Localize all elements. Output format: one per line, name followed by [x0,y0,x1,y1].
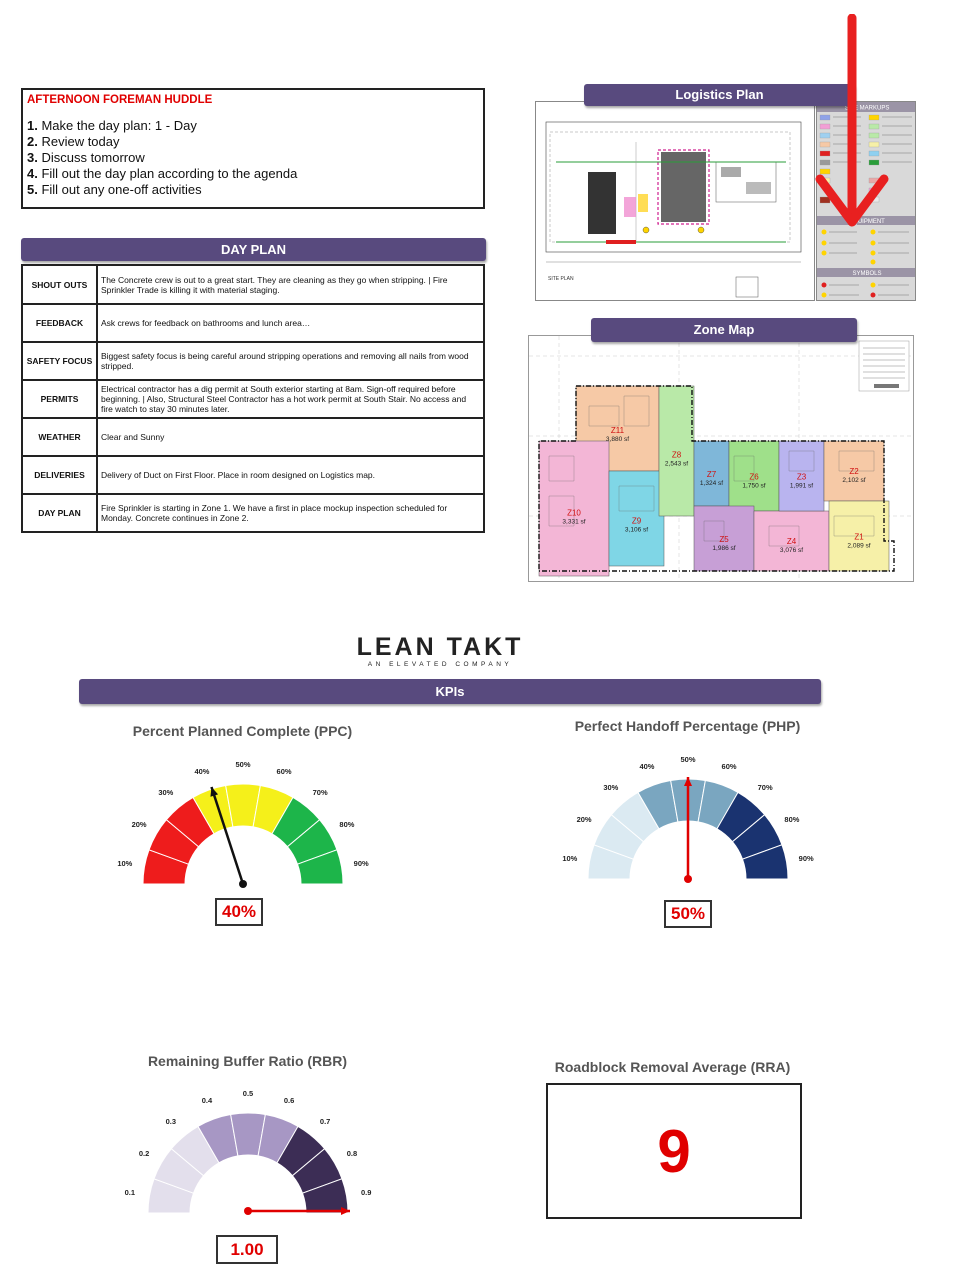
zone-label: Z5 [719,534,729,544]
rbr-value: 1.00 [216,1235,278,1264]
ppc-gauge [88,742,398,902]
huddle-item: 3. Discuss tomorrow [27,150,145,165]
gauge-tick-label: 0.9 [360,1188,372,1198]
gauge-tick-label: 20% [131,820,147,829]
zone-label: Z2 [849,467,859,476]
huddle-item: 2. Review today [27,134,120,149]
gauge-tick-label: 0.2 [138,1149,150,1158]
rra-value: 9 [657,1117,691,1185]
zone-area-label: 1,750 sf [742,482,766,490]
gauge-tick-label: 80% [339,820,355,829]
table-row [22,418,484,456]
row-label: DAY PLAN [22,494,97,532]
table-row [22,456,484,494]
zone-area-label: 2,089 sf [847,542,871,550]
down-arrow-icon [812,14,892,234]
gauge-pivot [684,875,692,883]
row-label: SAFETY FOCUS [22,342,97,380]
ppc-title: Percent Planned Complete (PPC) [132,723,353,739]
logo-name: LEAN TAKT [356,633,524,661]
row-text: Biggest safety focus is being careful around stripping operations and removing all nails from wood stripped. [97,342,484,380]
lean-takt-logo [350,633,530,673]
row-label: PERMITS [22,380,97,418]
zone-label: Z7 [706,469,717,479]
gauge-tick-label: 10% [117,859,133,869]
php-value: 50% [664,900,712,928]
zone-area-label: 3,106 sf [624,526,649,534]
row-text: The Concrete crew is out to a great start. They are cleaning as they go when stripping. | Fire Sprinkler Trade is killing it with material staging. [97,265,484,304]
zone-area-label: 1,991 sf [789,482,814,490]
day-plan-table [21,264,485,533]
zone-area-label: 2,543 sf [664,460,689,468]
gauge-tick-label: 60% [276,767,292,777]
row-label: DELIVERIES [22,456,97,494]
row-label: FEEDBACK [22,304,97,342]
gauge-pivot [244,1207,252,1215]
zone-label: Z4 [786,537,797,546]
site-plan-label: SITE PLAN [548,276,574,282]
legend-header: EQUIPMENT [849,219,885,225]
kpis-banner: KPIs [79,679,821,704]
logistics-plan-image [535,101,815,301]
rbr-title: Remaining Buffer Ratio (RBR) [147,1053,348,1069]
php-title: Perfect Handoff Percentage (PHP) [574,718,801,734]
zone-label: Z3 [796,472,807,482]
zone-label: Z1 [854,532,864,542]
gauge-tick-label: 0.7 [319,1117,331,1127]
zone-map-image [528,335,914,582]
logistics-plan-banner: Logistics Plan [584,84,855,106]
huddle-title: AFTERNOON FOREMAN HUDDLE [27,94,213,106]
rra-title: Roadblock Removal Average (RRA) [554,1059,791,1075]
gauge-tick-label: 40% [639,762,655,772]
gauge-tick-label: 10% [562,854,578,864]
legend-header: SITE MARKUPS [844,105,890,112]
gauge-pivot [239,880,247,888]
zone-label: Z10 [567,508,581,518]
gauge-tick-label: 50% [235,760,251,769]
gauge-tick-label: 50% [680,755,696,764]
zone-map-banner: Zone Map [591,318,857,342]
ppc-value: 40% [215,898,263,926]
day-plan-banner: DAY PLAN [21,238,486,261]
logo-tagline: AN ELEVATED COMPANY [367,661,513,668]
site-plan-drawing [536,102,815,301]
gauge-tick-label: 0.3 [165,1117,177,1127]
table-row [22,342,484,380]
gauge-tick-label: 70% [312,788,328,798]
zone-label: Z6 [749,472,759,482]
zone-map-drawing [529,336,914,582]
zone-label: Z11 [610,425,625,435]
row-label: WEATHER [22,418,97,456]
zone-area-label: 1,986 sf [712,544,736,552]
rbr-gauge [93,1071,403,1231]
row-label: SHOUT OUTS [22,265,97,304]
gauge-tick-label: 20% [576,815,592,824]
zone-area-label: 3,880 sf [605,435,630,443]
huddle-item: 5. Fill out any one-off activities [27,182,202,197]
gauge-tick-label: 60% [721,762,737,772]
gauge-tick-label: 30% [603,783,619,793]
table-row [22,380,484,418]
zone-area-label: 3,076 sf [779,547,804,554]
gauge-tick-label: 0.5 [242,1089,254,1098]
gauge-tick-label: 80% [784,815,800,824]
row-text: Ask crews for feedback on bathrooms and lunch area… [97,304,484,342]
row-text: Fire Sprinkler is starting in Zone 1. We have a first in place mockup inspection scheduled for Monday. Concrete continues in Zone 2. [97,494,484,532]
gauge-tick-label: 70% [757,783,773,793]
gauge-tick-label: 90% [353,859,369,869]
huddle-box [21,88,485,209]
gauge-tick-label: 0.8 [346,1149,358,1158]
gauge-tick-label: 0.4 [201,1096,213,1106]
zone-area-label: 2,102 sf [842,477,866,484]
gauge-tick-label: 0.1 [124,1188,136,1198]
gauge-tick-label: 30% [158,788,174,798]
zone-label: Z9 [631,516,642,526]
huddle-item: 1. Make the day plan: 1 - Day [27,118,197,133]
php-gauge [533,737,843,897]
rra-value-box [546,1083,802,1219]
table-row [22,265,484,304]
table-row [22,304,484,342]
row-text: Clear and Sunny [97,418,484,456]
table-row [22,494,484,532]
legend-header: SYMBOLS [852,271,882,277]
zone-label: Z8 [671,450,682,460]
gauge-tick-label: 40% [194,767,210,777]
zone-area-label: 1,324 sf [699,479,724,487]
zone-area-label: 3,331 sf [562,518,586,526]
row-text: Electrical contractor has a dig permit at South exterior starting at 8am. Sign-off required before beginning. | Also, Structural Steel Contractor has a hot work permit at South Stair. No access and fire watch to stay 30 minutes later. [97,380,484,418]
huddle-item: 4. Fill out the day plan according to the agenda [27,166,298,181]
row-text: Delivery of Duct on First Floor. Place in room designed on Logistics map. [97,456,484,494]
gauge-tick-label: 90% [798,854,814,864]
gauge-tick-label: 0.6 [283,1096,295,1106]
